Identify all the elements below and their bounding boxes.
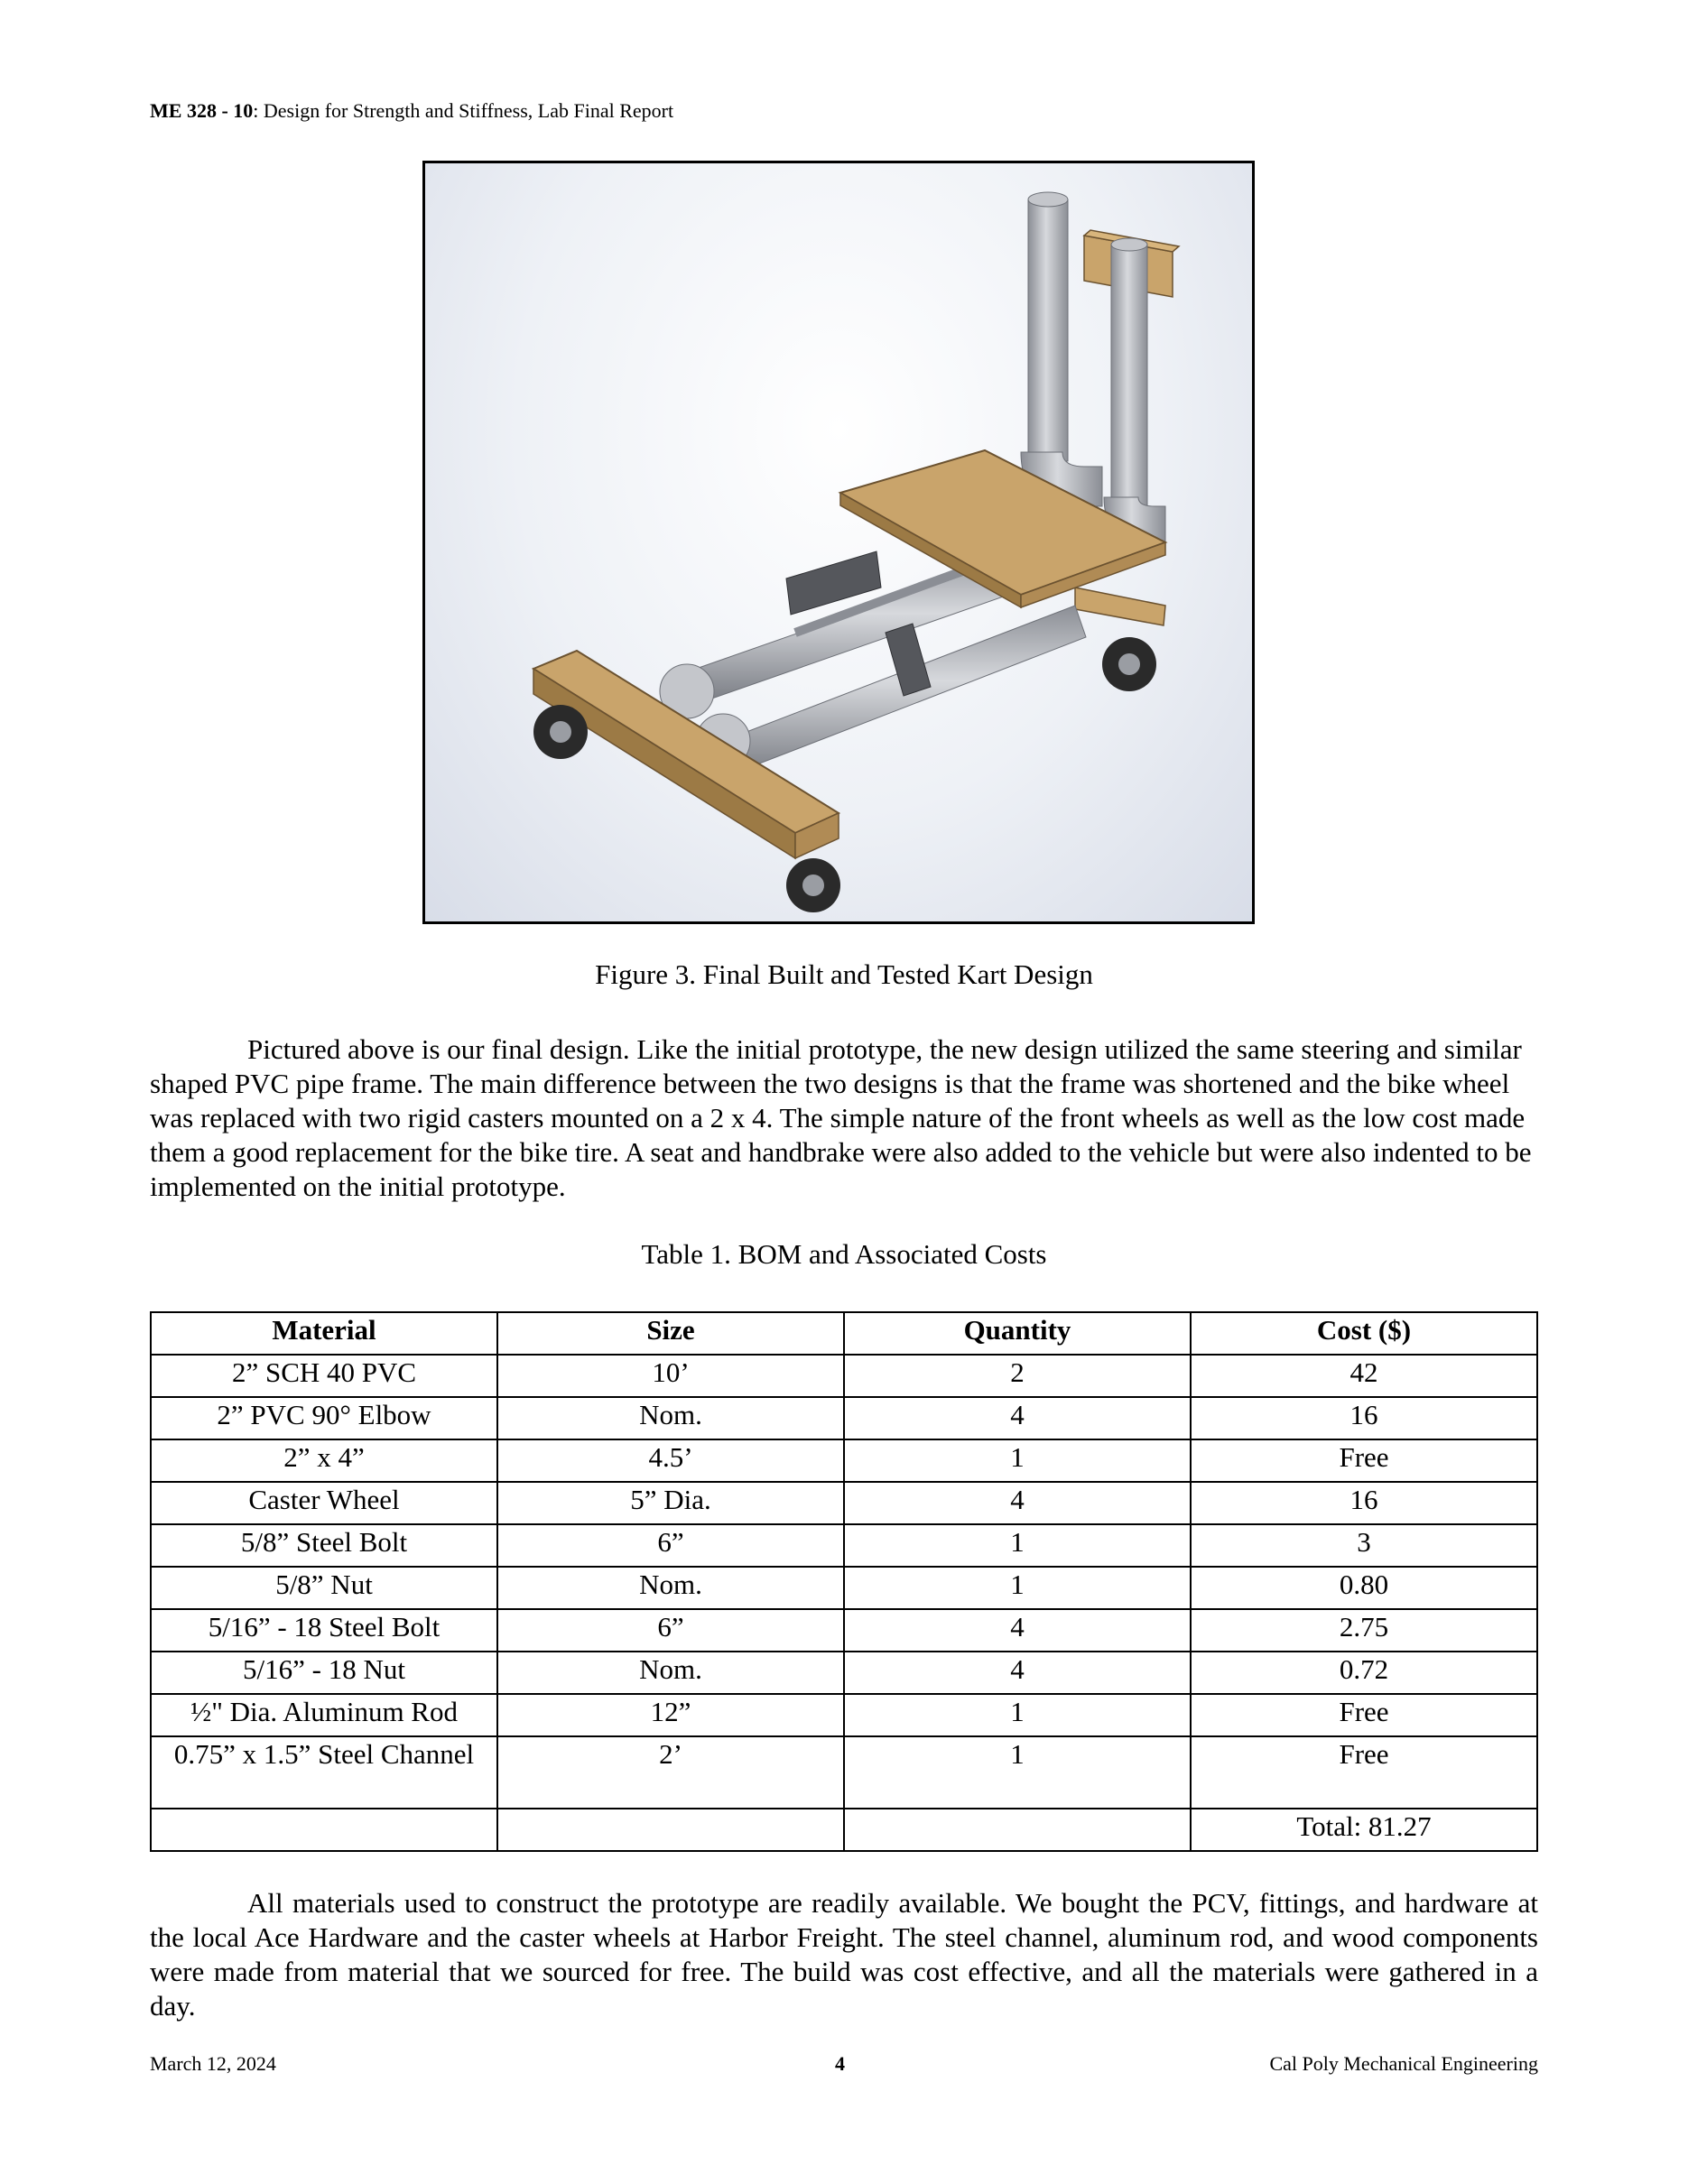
cell-material: 2” PVC 90° Elbow (151, 1397, 497, 1439)
cell-size: 6” (497, 1609, 844, 1652)
footer-organization: Cal Poly Mechanical Engineering (1269, 2052, 1538, 2075)
cell-material: Caster Wheel (151, 1482, 497, 1524)
cell-empty (844, 1809, 1191, 1851)
cell-quantity: 4 (844, 1609, 1191, 1652)
page-header (150, 99, 673, 123)
cell-size: Nom. (497, 1397, 844, 1439)
table-total-row (151, 1809, 1537, 1851)
cell-cost: 16 (1191, 1482, 1537, 1524)
cell-material: 2” x 4” (151, 1439, 497, 1482)
kart-render (425, 163, 1255, 924)
cell-quantity: 1 (844, 1736, 1191, 1809)
cell-size: 5” Dia. (497, 1482, 844, 1524)
cell-cost: 3 (1191, 1524, 1537, 1567)
table-row (151, 1439, 1537, 1482)
col-header-material: Material (151, 1312, 497, 1355)
paragraph-materials (150, 1886, 1538, 2023)
cell-quantity: 1 (844, 1694, 1191, 1736)
cell-cost: Free (1191, 1694, 1537, 1736)
table-row (151, 1355, 1537, 1397)
course-code: ME 328 - 10 (150, 99, 254, 122)
cell-material: 5/16” - 18 Steel Bolt (151, 1609, 497, 1652)
upright-left-pipe (1028, 199, 1068, 461)
cell-cost: Free (1191, 1736, 1537, 1809)
cell-empty (151, 1809, 497, 1851)
table-row (151, 1482, 1537, 1524)
cell-cost: 42 (1191, 1355, 1537, 1397)
cell-cost: Free (1191, 1439, 1537, 1482)
table-row (151, 1567, 1537, 1609)
cell-empty (497, 1809, 844, 1851)
cell-cost: 16 (1191, 1397, 1537, 1439)
bom-table (150, 1311, 1538, 1852)
cell-quantity: 4 (844, 1652, 1191, 1694)
paragraph-design-summary (150, 1032, 1538, 1204)
cell-quantity: 1 (844, 1567, 1191, 1609)
cell-material: 5/16” - 18 Nut (151, 1652, 497, 1694)
table-row (151, 1694, 1537, 1736)
rear-wood-block (1075, 588, 1165, 625)
cell-size: 6” (497, 1524, 844, 1567)
cell-material: 5/8” Steel Bolt (151, 1524, 497, 1567)
upright-right-pipe (1111, 245, 1147, 506)
cell-size: 4.5’ (497, 1439, 844, 1482)
cell-quantity: 4 (844, 1397, 1191, 1439)
cell-size: 2’ (497, 1736, 844, 1809)
col-header-cost: Cost ($) (1191, 1312, 1537, 1355)
footer-page-number: 4 (835, 2052, 845, 2075)
table-header-row (151, 1312, 1537, 1355)
cell-material: 2” SCH 40 PVC (151, 1355, 497, 1397)
table-row (151, 1609, 1537, 1652)
cell-size: Nom. (497, 1652, 844, 1694)
col-header-size: Size (497, 1312, 844, 1355)
cell-material: ½" Dia. Aluminum Rod (151, 1694, 497, 1736)
cell-size: Nom. (497, 1567, 844, 1609)
paragraph-materials-text: All materials used to construct the prototype are readily available. We bought the PCV, fittings, and hardware at the local Ace Hardware and the caster wheels at Harbor Freight. The steel channel, aluminum rod, and wood components were made from material that we sourced for free. The build was cost effective, and all the materials were gathered in a day. (150, 1887, 1538, 2022)
table-row (151, 1736, 1537, 1809)
cell-quantity: 1 (844, 1524, 1191, 1567)
cell-quantity: 2 (844, 1355, 1191, 1397)
course-title: : Design for Strength and Stiffness, Lab Final Report (253, 99, 674, 122)
table-row (151, 1397, 1537, 1439)
cell-size: 10’ (497, 1355, 844, 1397)
cell-quantity: 4 (844, 1482, 1191, 1524)
cell-material: 0.75” x 1.5” Steel Channel (151, 1736, 497, 1809)
kart-figure (422, 161, 1255, 924)
figure-caption: Figure 3. Final Built and Tested Kart Design (595, 958, 1093, 990)
cell-cost: 2.75 (1191, 1609, 1537, 1652)
cell-cost: 0.72 (1191, 1652, 1537, 1694)
table-row (151, 1652, 1537, 1694)
table-caption: Table 1. BOM and Associated Costs (641, 1238, 1047, 1270)
table-row (151, 1524, 1537, 1567)
cell-quantity: 1 (844, 1439, 1191, 1482)
paragraph-design-summary-text: Pictured above is our final design. Like the initial prototype, the new design utilized the same steering and similar shaped PVC pipe frame. The main difference between the two designs is that the frame was shortened and the bike wheel was replaced with two rigid casters mounted on a 2 x 4. The simple nature of the front wheels as well as the low cost made them a good replacement for the bike tire. A seat and handbrake were also added to the vehicle but were also indented to be implemented on the initial prototype. (150, 1033, 1532, 1202)
col-header-quantity: Quantity (844, 1312, 1191, 1355)
cell-material: 5/8” Nut (151, 1567, 497, 1609)
cell-size: 12” (497, 1694, 844, 1736)
cell-cost: 0.80 (1191, 1567, 1537, 1609)
footer-date: March 12, 2024 (150, 2052, 276, 2075)
cell-total: Total: 81.27 (1191, 1809, 1537, 1851)
